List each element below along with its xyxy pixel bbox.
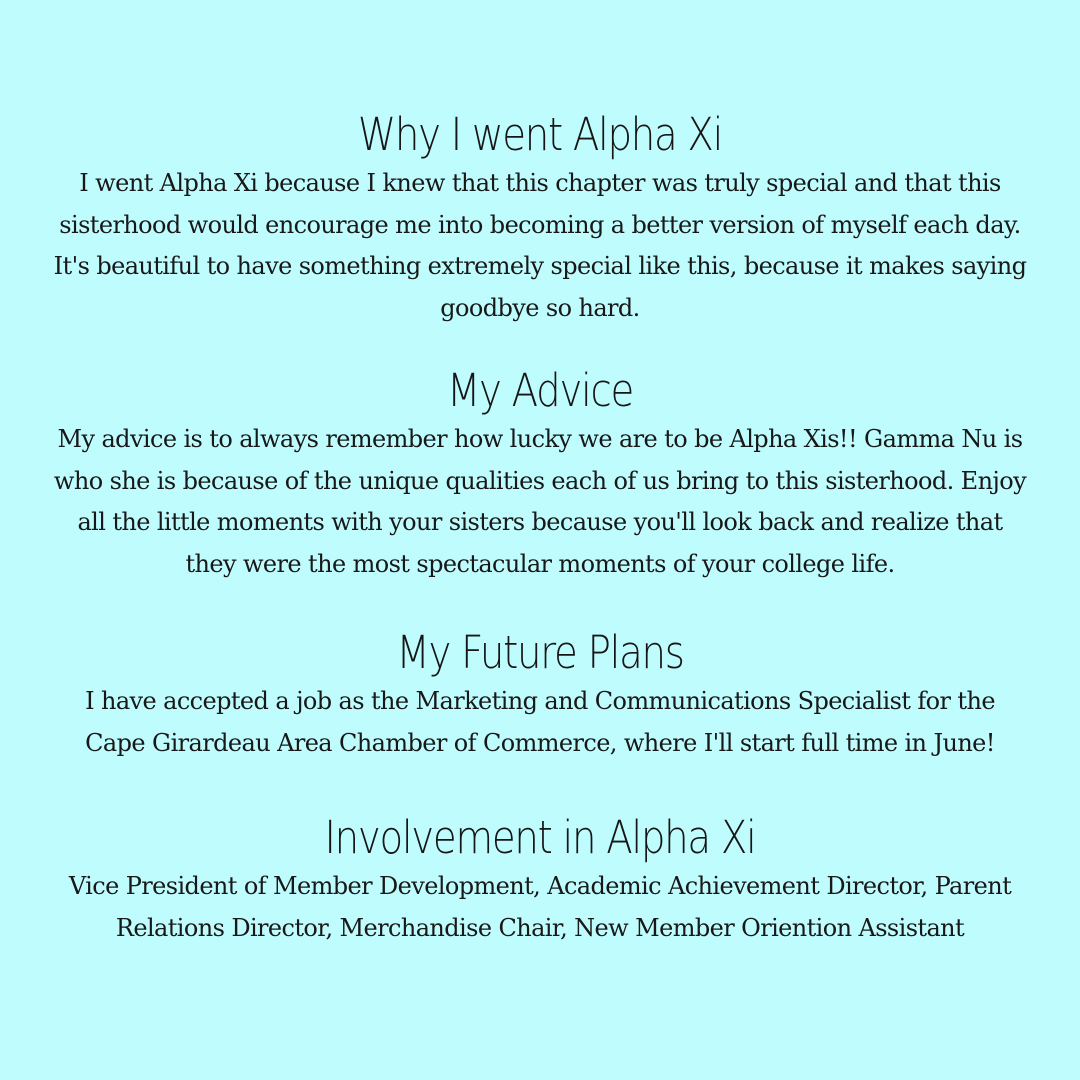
section-heading: My Advice	[446, 364, 634, 417]
body-line: It's beautiful to have something extremely special like this, because it makes saying	[53, 252, 1027, 280]
section-body	[0, 866, 1080, 949]
body-line: Vice President of Member Development, Academic Achievement Director, Parent	[68, 872, 1012, 900]
body-line: all the little moments with your sisters because you'll look back and realize that	[77, 508, 1003, 536]
section-my-advice	[0, 363, 1080, 585]
section-future-plans	[0, 625, 1080, 764]
body-line: they were the most spectacular moments of your college life.	[185, 549, 895, 578]
body-line: My advice is to always remember how lucky we are to be Alpha Xis!! Gamma Nu is	[57, 425, 1023, 453]
section-body	[0, 681, 1080, 764]
section-why-alpha-xi	[0, 107, 1080, 329]
section-heading: My Future Plans	[396, 626, 684, 679]
section-body	[0, 419, 1080, 585]
section-body	[0, 163, 1080, 329]
section-heading: Involvement in Alpha Xi	[324, 811, 756, 864]
body-line: I have accepted a job as the Marketing and Communications Specialist for the	[85, 687, 995, 715]
body-line: who she is because of the unique qualities each of us bring to this sisterhood. Enjoy	[53, 466, 1027, 495]
body-line: goodbye so hard.	[440, 293, 640, 322]
body-line: sisterhood would encourage me into becoming a better version of myself each day.	[59, 210, 1021, 239]
body-line: Relations Director, Merchandise Chair, New Member Oriention Assistant	[115, 913, 965, 942]
section-involvement	[0, 810, 1080, 949]
body-line: I went Alpha Xi because I knew that this chapter was truly special and that this	[79, 169, 1001, 197]
body-line: Cape Girardeau Area Chamber of Commerce, where I'll start full time in June!	[85, 728, 995, 757]
section-heading: Why I went Alpha Xi	[357, 108, 723, 161]
